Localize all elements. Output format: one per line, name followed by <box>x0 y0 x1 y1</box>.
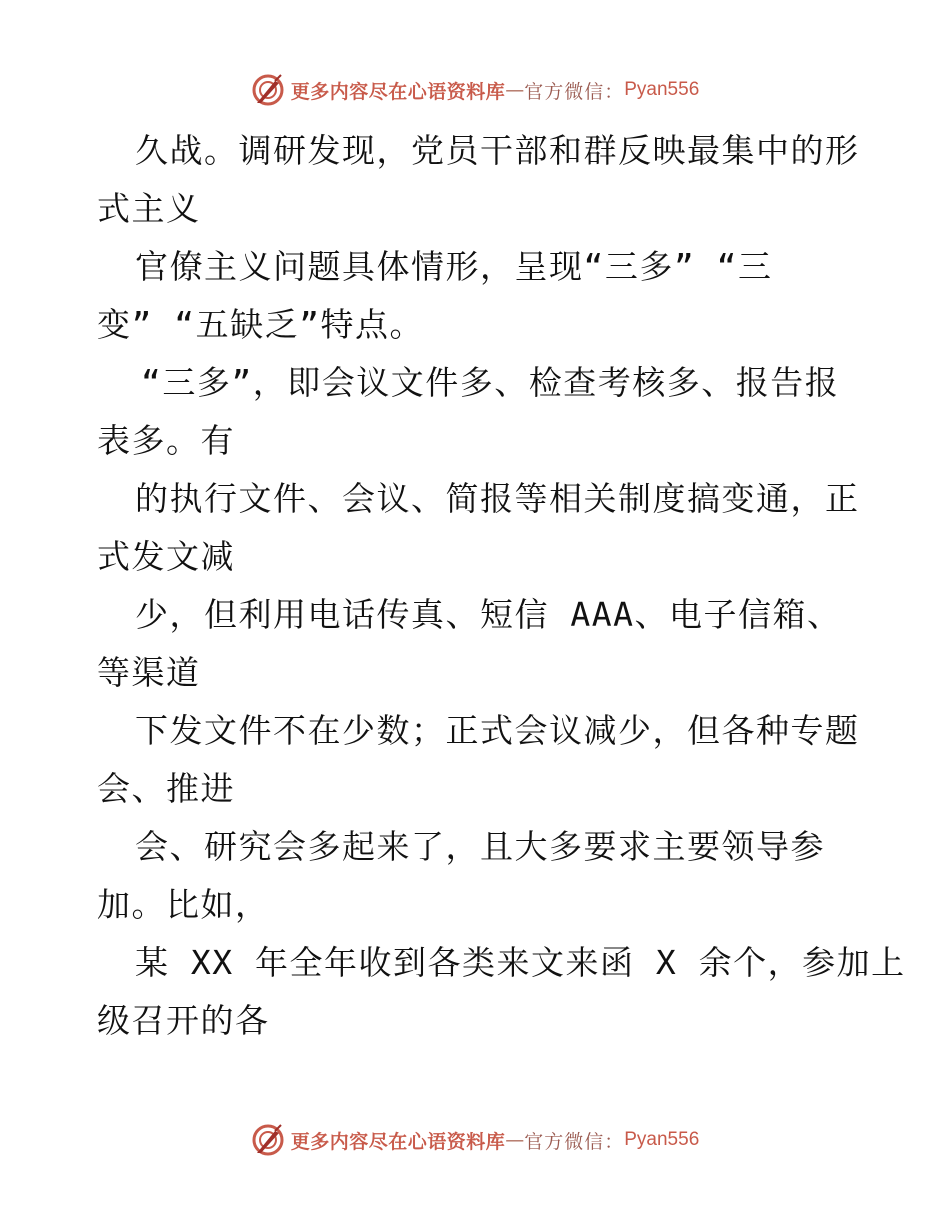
text-line: 少，但利用电话传真、短信 AAA、电子信箱、 <box>135 595 842 634</box>
quill-seal-icon <box>251 73 285 107</box>
text-line: 会、推进 <box>97 769 235 808</box>
quill-seal-icon <box>251 1123 285 1157</box>
footer-brand-text: 更多内容尽在心语资料库 <box>290 1130 506 1153</box>
text-line: 级召开的各 <box>97 1001 270 1040</box>
footer-wechat-handle: Pyan556 <box>624 1129 700 1150</box>
text-line: 的执行文件、会议、简报等相关制度搞变通，正 <box>135 479 860 518</box>
header-brand-text: 更多内容尽在心语资料库 <box>290 80 506 103</box>
text-line: 加。比如， <box>97 885 270 924</box>
footer-banner <box>0 1120 950 1160</box>
text-line: 官僚主义问题具体情形，呈现“三多” “三 <box>135 247 773 286</box>
text-line: 下发文件不在少数；正式会议减少，但各种专题 <box>135 711 860 750</box>
text-line: “三多”，即会议文件多、检查考核多、报告报 <box>141 363 840 402</box>
text-line: 久战。调研发现，党员干部和群反映最集中的形 <box>135 131 860 170</box>
text-line: 式发文减 <box>97 537 235 576</box>
header-separator: — <box>505 79 525 101</box>
footer-separator: — <box>505 1129 525 1151</box>
header-banner <box>0 70 950 110</box>
document-body <box>97 122 906 1050</box>
text-line: 等渠道 <box>97 653 201 692</box>
header-wechat-label: 官方微信： <box>524 80 625 103</box>
text-line: 某 XX 年全年收到各类来文来函 X 余个，参加上 <box>135 943 906 982</box>
header-wechat-handle: Pyan556 <box>624 79 700 100</box>
text-line: 会、研究会多起来了，且大多要求主要领导参 <box>135 827 825 866</box>
footer-wechat-label: 官方微信： <box>524 1130 625 1153</box>
text-line: 式主义 <box>97 189 201 228</box>
text-line: 变” “五缺乏”特点。 <box>97 305 424 344</box>
text-line: 表多。有 <box>97 421 235 460</box>
